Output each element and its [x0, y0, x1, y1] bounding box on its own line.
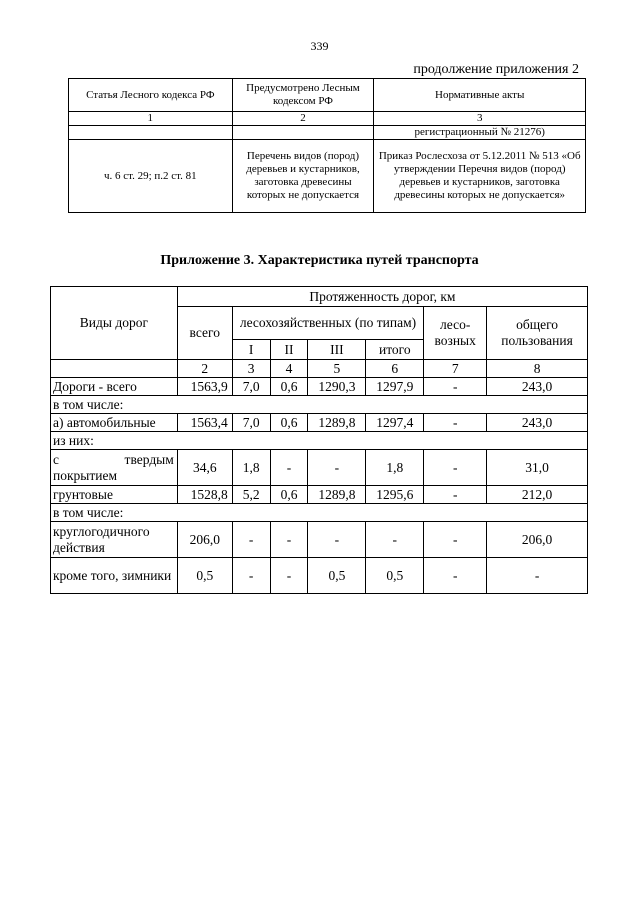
column-number-row — [51, 360, 588, 378]
table-row — [51, 522, 588, 558]
empty-cell — [51, 360, 178, 378]
value-cell: 5,2 — [232, 486, 270, 504]
value-cell: 212,0 — [487, 486, 588, 504]
value-cell: - — [424, 378, 487, 396]
value-cell: - — [424, 522, 487, 558]
table-row — [51, 450, 588, 486]
value-cell: 0,6 — [270, 486, 308, 504]
header-road-types: Виды дорог — [51, 287, 178, 360]
header-type-1: I — [232, 340, 270, 360]
table-header-row — [51, 287, 588, 307]
column-number: 8 — [487, 360, 588, 378]
value-cell: 1563,4 — [177, 414, 232, 432]
column-number: 1 — [69, 112, 233, 126]
header-cell: Нормативные акты — [374, 79, 586, 112]
value-cell: - — [270, 558, 308, 594]
value-cell: 0,6 — [270, 378, 308, 396]
value-cell: 0,5 — [366, 558, 424, 594]
page-number: 339 — [310, 39, 329, 53]
continuation-note: продолжение приложения 2 — [413, 62, 579, 77]
road-name: а) автомобильные — [51, 414, 178, 432]
value-cell: 1289,8 — [308, 414, 366, 432]
value-cell: 206,0 — [177, 522, 232, 558]
value-cell: - — [366, 522, 424, 558]
value-cell: 1290,3 — [308, 378, 366, 396]
value-cell: 243,0 — [487, 378, 588, 396]
column-number: 4 — [270, 360, 308, 378]
table-row — [51, 486, 588, 504]
table-row — [51, 558, 588, 594]
table-row — [51, 378, 588, 396]
subheading-cell: из них: — [51, 432, 588, 450]
value-cell: - — [424, 558, 487, 594]
value-cell: - — [487, 558, 588, 594]
value-cell: - — [270, 450, 308, 486]
continued-cell: регистрационный № 21276) — [374, 126, 586, 140]
value-cell: 1295,6 — [366, 486, 424, 504]
column-number: 3 — [232, 360, 270, 378]
value-cell: - — [270, 522, 308, 558]
value-cell: - — [424, 450, 487, 486]
value-cell: 1563,9 — [177, 378, 232, 396]
value-cell: 206,0 — [487, 522, 588, 558]
road-name: Дороги - всего — [51, 378, 178, 396]
value-cell: 31,0 — [487, 450, 588, 486]
value-cell: 1297,4 — [366, 414, 424, 432]
value-cell: 0,5 — [177, 558, 232, 594]
value-cell: - — [232, 522, 270, 558]
article-cell: ч. 6 ст. 29; п.2 ст. 81 — [69, 140, 233, 213]
acts-cell: Приказ Рослесхоза от 5.12.2011 № 513 «Об утверждении Перечня видов (пород) деревьев и кустарников, заготовка древесины которых не допускается» — [374, 140, 586, 213]
road-name: кроме того, зимники — [51, 558, 178, 594]
value-cell: 0,6 — [270, 414, 308, 432]
table-row — [51, 396, 588, 414]
header-forest-haul: лесо-возных — [424, 307, 487, 360]
legal-acts-table — [68, 78, 586, 213]
header-length: Протяженность дорог, км — [177, 287, 587, 307]
header-forestry: лесохозяйственных (по типам) — [232, 307, 424, 340]
table-row — [51, 504, 588, 522]
value-cell: 243,0 — [487, 414, 588, 432]
value-cell: 0,5 — [308, 558, 366, 594]
value-cell: 1289,8 — [308, 486, 366, 504]
subheading-cell: в том числе: — [51, 396, 588, 414]
header-cell: Статья Лесного кодекса РФ — [69, 79, 233, 112]
value-cell: - — [308, 450, 366, 486]
header-total: всего — [177, 307, 232, 360]
section-title: Приложение 3. Характеристика путей транспорта — [160, 253, 479, 268]
header-cell: Предусмотрено Лесным кодексом РФ — [232, 79, 374, 112]
value-cell: - — [424, 414, 487, 432]
empty-cell — [69, 126, 233, 140]
header-public: общего пользования — [487, 307, 588, 360]
provided-cell: Перечень видов (пород) деревьев и кустарников, заготовка древесины которых не допускается — [232, 140, 374, 213]
value-cell: - — [424, 486, 487, 504]
column-number: 2 — [232, 112, 374, 126]
road-name: с твердым покрытием — [51, 450, 178, 486]
road-name: грунтовые — [51, 486, 178, 504]
header-type-2: II — [270, 340, 308, 360]
table-row — [69, 126, 586, 140]
column-number: 6 — [366, 360, 424, 378]
column-number: 5 — [308, 360, 366, 378]
column-number: 7 — [424, 360, 487, 378]
table-header-row — [69, 79, 586, 112]
table-row — [69, 140, 586, 213]
table-row — [51, 432, 588, 450]
value-cell: 7,0 — [232, 414, 270, 432]
road-name: круглогодичного действия — [51, 522, 178, 558]
value-cell: 1,8 — [232, 450, 270, 486]
value-cell: 1528,8 — [177, 486, 232, 504]
column-number: 2 — [177, 360, 232, 378]
table-row — [51, 414, 588, 432]
subheading-cell: в том числе: — [51, 504, 588, 522]
value-cell: 7,0 — [232, 378, 270, 396]
transport-routes-table — [50, 286, 588, 594]
value-cell: 1297,9 — [366, 378, 424, 396]
column-number: 3 — [374, 112, 586, 126]
header-type-3: III — [308, 340, 366, 360]
value-cell: - — [308, 522, 366, 558]
value-cell: 34,6 — [177, 450, 232, 486]
column-number-row — [69, 112, 586, 126]
value-cell: - — [232, 558, 270, 594]
header-subtotal: итого — [366, 340, 424, 360]
value-cell: 1,8 — [366, 450, 424, 486]
empty-cell — [232, 126, 374, 140]
